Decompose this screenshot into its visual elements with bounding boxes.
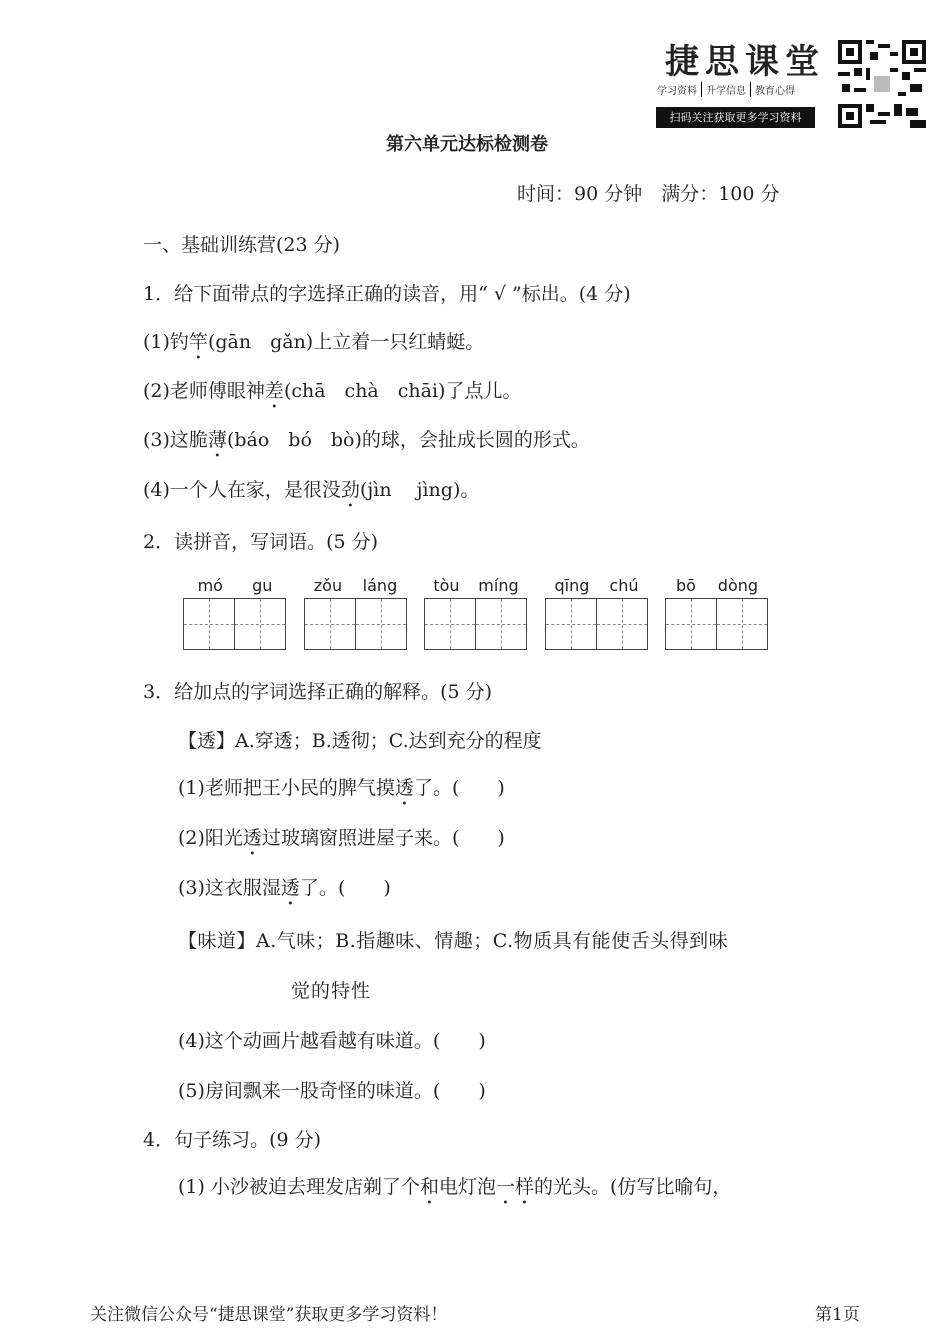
q3-item: (1)老师把王小民的脾气摸透了。( )	[178, 777, 505, 799]
pinyin-writing-group	[424, 576, 528, 650]
pinyin-label: zǒu	[313, 576, 343, 595]
brand-tag: 教育心得	[750, 82, 795, 97]
definition: 【味道】A.气味；B.指趣味、情趣；C.物质具有能使舌头得到味	[178, 930, 729, 952]
brand-tag: 学习资料	[657, 86, 697, 97]
pinyin-writing-group	[545, 576, 649, 650]
q1-item: (1)钓竿(gān gǎn)上立着一只红蜻蜓。	[143, 331, 485, 353]
question-stem: 2．读拼音，写词语。(5 分)	[143, 531, 379, 553]
page-number: 第1页	[815, 1305, 860, 1325]
section-heading: 一、基础训练营(23 分)	[143, 234, 341, 256]
writing-cell[interactable]	[716, 598, 768, 650]
pinyin-label: míng	[478, 576, 519, 595]
writing-cell[interactable]	[234, 598, 286, 650]
pinyin-label: láng	[362, 576, 398, 595]
exam-meta: 时间：90 分钟 满分：100 分	[517, 183, 780, 205]
question-stem: 3．给加点的字词选择正确的解释。(5 分)	[143, 681, 493, 703]
definition-cont: 觉的特性	[291, 980, 372, 1002]
q3-item: (5)房间飘来一股奇怪的味道。( )	[178, 1080, 486, 1102]
pinyin-label: chú	[609, 576, 639, 595]
pinyin-label: tòu	[433, 576, 460, 595]
q1-item: (2)老师傅眼神差(chā chà chāi)了点儿。	[143, 380, 522, 402]
brand-tag: 升学信息	[701, 82, 746, 97]
writing-cell[interactable]	[475, 598, 527, 650]
brand-banner: 扫码关注获取更多学习资料	[656, 107, 815, 128]
writing-cell[interactable]	[596, 598, 648, 650]
q1-item: (3)这脆薄(báo bó bò)的球，会扯成长圆的形式。	[143, 429, 590, 451]
pinyin-writing-group	[304, 576, 408, 650]
q4-sentence: (1) 小沙被迫去理发店剃了个和电灯泡一样的光头。(仿写比喻句，	[178, 1176, 732, 1198]
pinyin-writing-group	[665, 576, 769, 650]
writing-cell[interactable]	[665, 598, 717, 650]
writing-cell[interactable]	[304, 598, 356, 650]
footer-note: 关注微信公众号“捷思课堂”获取更多学习资料！	[90, 1305, 448, 1325]
writing-cell[interactable]	[424, 598, 476, 650]
pinyin-writing-group	[183, 576, 287, 650]
pinyin-label: bō	[675, 576, 696, 595]
q1-item: (4)一个人在家，是很没劲(jìn jìng)。	[143, 479, 480, 501]
qr-code-icon	[838, 40, 926, 128]
question-stem: 4．句子练习。(9 分)	[143, 1129, 322, 1151]
brand-tags	[657, 82, 795, 97]
definition: 【透】A.穿透；B.透彻；C.达到充分的程度	[178, 730, 542, 752]
q3-item: (4)这个动画片越看越有味道。( )	[178, 1030, 486, 1052]
pinyin-label: dòng	[717, 576, 759, 595]
brand-logo: 捷思课堂	[665, 42, 825, 82]
page-title: 第六单元达标检测卷	[386, 134, 548, 155]
pinyin-label: gu	[252, 576, 273, 595]
pinyin-label: qīng	[554, 576, 590, 595]
q3-item: (3)这衣服湿透了。( )	[178, 877, 391, 899]
question-stem: 1．给下面带点的字选择正确的读音，用“ √ ”标出。(4 分)	[143, 283, 631, 305]
writing-cell[interactable]	[355, 598, 407, 650]
q3-item: (2)阳光透过玻璃窗照进屋子来。( )	[178, 827, 505, 849]
writing-cell[interactable]	[183, 598, 235, 650]
writing-cell[interactable]	[545, 598, 597, 650]
pinyin-label: mó	[197, 576, 223, 595]
